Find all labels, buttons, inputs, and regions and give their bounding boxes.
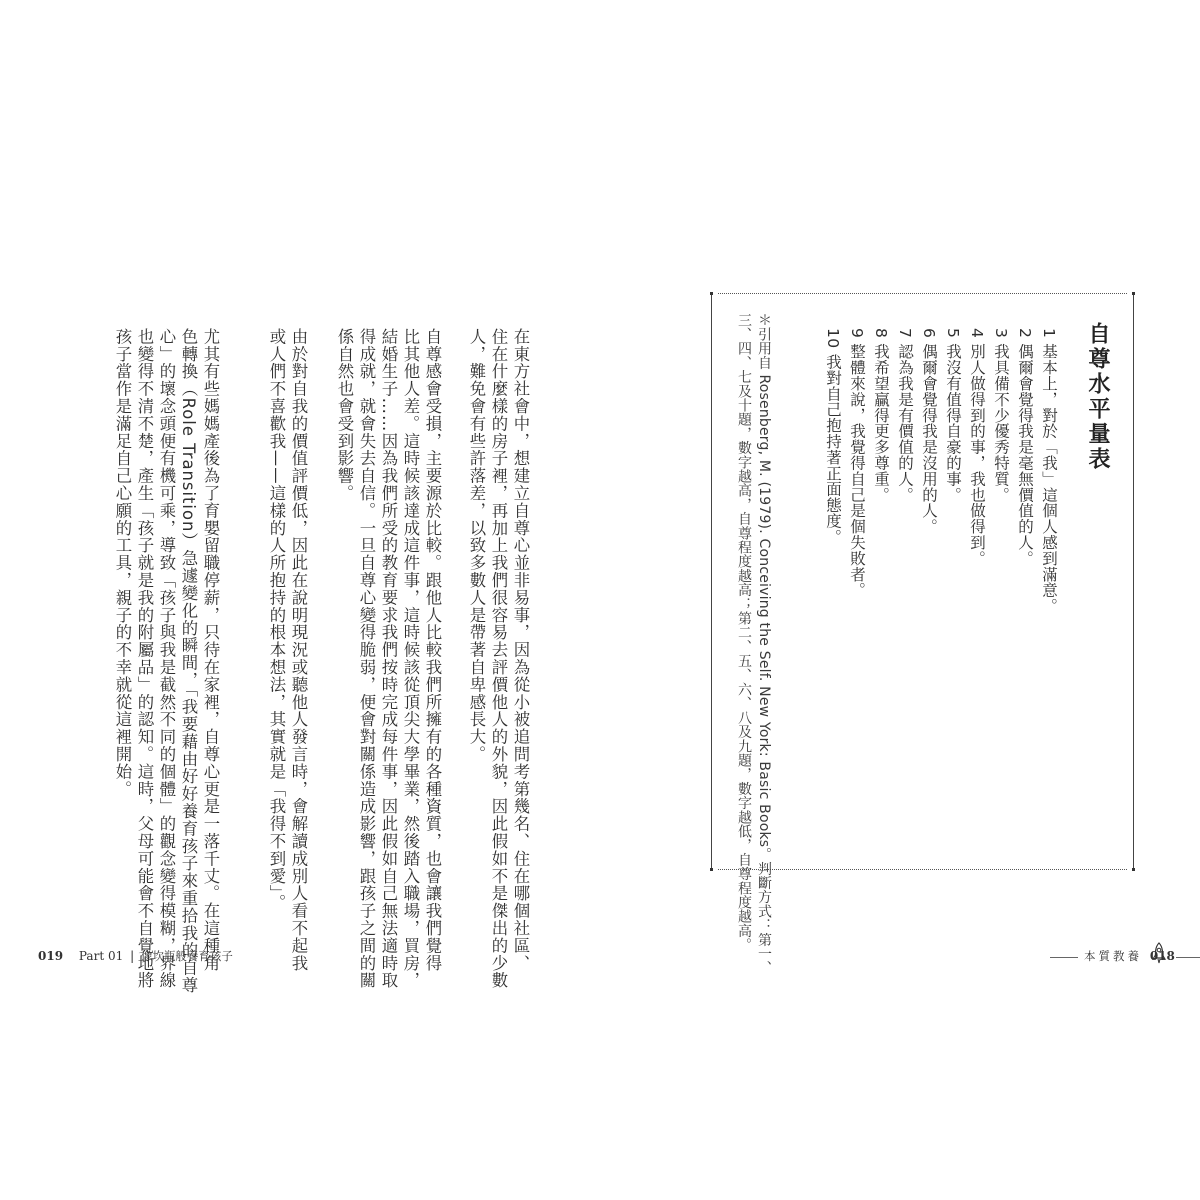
chapter-title: 像坎瓶般養育孩子 <box>140 949 233 963</box>
left-page-number: 019 <box>38 949 64 963</box>
book-title: 本質教養 <box>1084 949 1142 963</box>
footer-rule-left <box>1050 957 1078 958</box>
corner-dot <box>710 868 713 871</box>
scale-item <box>870 328 892 503</box>
body-column-3: 人，難免會有些許落差，以致多數人是帶著自卑感長大。 <box>467 328 486 763</box>
scale-item-text: 我沒有值得自豪的事。 <box>944 343 962 503</box>
body-column-8: 係自然也會受到影響。 <box>335 328 354 502</box>
body-column-10: 或人們不喜歡我——這樣的人所抱持的根本想法，其實就是「我得不到愛」。 <box>267 328 286 912</box>
scale-item-number: 8 <box>872 328 890 339</box>
corner-dot <box>710 292 713 295</box>
scale-item-number: 4 <box>968 328 986 339</box>
scale-box-top-border <box>718 293 1127 294</box>
body-column-15: 孩子當作是滿足自己心願的工具，親子的不幸就從這裡開始。 <box>113 328 132 798</box>
scale-item-number: 3 <box>992 328 1010 339</box>
scale-item-text: 偶爾會覺得我是毫無價值的人。 <box>1016 343 1034 567</box>
scale-item-text: 我希望贏得更多尊重。 <box>872 343 890 503</box>
scale-title: 自尊水平量表 <box>1085 322 1110 472</box>
scale-item-text: 我具備不少優秀特質。 <box>992 343 1010 503</box>
body-column-7: 得成就，就會失去自信。一旦自尊心變得脆弱，便會對關係造成影響，跟孩子之間的關 <box>357 328 376 990</box>
citation-note-line-2: 三、四、七及十題，數字越高，自尊程度越高；第二、五、六、八及九題，數字越低，自尊程度越高。 <box>736 313 752 952</box>
citation-note-line-1: ＊引用自 Rosenberg, M. (1979). Conceiving the Self. New York: Basic Books。判斷方式：第一、 <box>756 313 772 976</box>
scale-item-text: 基本上，對於「我」這個人感到滿意。 <box>1040 343 1058 614</box>
body-column-6: 結婚生子……因為我們所受的教育要求我們按時完成每件事，因此假如自己無法適時取 <box>379 328 398 990</box>
scale-item <box>918 328 940 534</box>
footer-separator: | <box>130 949 135 963</box>
scale-item-number: 1 <box>1040 328 1058 339</box>
scale-item-number: 5 <box>944 328 962 339</box>
scale-item <box>1038 328 1060 614</box>
scale-item-text: 認為我是有價值的人。 <box>896 343 914 503</box>
scale-box-bottom-border <box>718 869 1127 870</box>
scale-item-text: 整體來說，我覺得自己是個失敗者。 <box>848 343 866 598</box>
scale-item-number: 7 <box>896 328 914 339</box>
body-column-12: 色轉換（Role Transition）急遽變化的瞬間，「我要藉由好好養育孩子來重拾我的自尊 <box>179 328 198 994</box>
body-column-4: 自尊感會受損，主要源於比較。跟他人比較我們所擁有的各種資質，也會讓我們覺得 <box>423 328 442 972</box>
scale-item <box>966 328 988 566</box>
scale-item-text: 我對自己抱持著正面態度。 <box>824 353 842 545</box>
right-page-number: 018 <box>1149 949 1175 963</box>
scale-item-number: 10 <box>824 328 842 349</box>
body-column-1: 在東方社會中，想建立自尊心並非易事，因為從小被追問考第幾名、住在哪個社區、 <box>511 328 530 972</box>
part-label: Part 01 <box>78 949 124 963</box>
scale-item-text: 別人做得到的事，我也做得到。 <box>968 343 986 567</box>
body-column-2: 住在什麼樣的房子裡，再加上我們很容易去評價他人的外貌，因此假如不是傑出的少數 <box>489 328 508 990</box>
scale-item <box>942 328 964 503</box>
footer-rule-right <box>1176 957 1200 958</box>
body-column-9: 由於對自我的價值評價低，因此在說明現況或聽他人發言時，會解讀成別人看不起我 <box>289 328 308 972</box>
corner-dot <box>1132 292 1135 295</box>
body-column-11: 尤其有些媽媽產後為了育嬰留職停薪，只待在家裡，自尊心更是一落千丈。在這種角 <box>201 328 220 972</box>
scale-item-number: 9 <box>848 328 866 339</box>
scale-item <box>846 328 868 598</box>
scale-item-number: 2 <box>1016 328 1034 339</box>
scale-item <box>894 328 916 503</box>
corner-dot <box>1132 868 1135 871</box>
rocket-icon <box>1150 942 1168 964</box>
body-column-13: 心」的壞念頭便有機可乘，導致「孩子與我是截然不同的個體」的觀念變得模糊，界線 <box>157 328 176 990</box>
scale-item <box>990 328 1012 503</box>
scale-item <box>822 328 844 545</box>
scale-item-number: 6 <box>920 328 938 339</box>
scale-item <box>1014 328 1036 566</box>
body-column-5: 比其他人差。這時候該達成這件事，這時候該從頂尖大學畢業，然後踏入職場，買房， <box>401 328 420 990</box>
scale-item-text: 偶爾會覺得我是沒用的人。 <box>920 343 938 535</box>
body-column-14: 也變得不清不楚，產生「孩子就是我的附屬品」的認知。這時，父母可能會不自覺地將 <box>135 328 154 990</box>
left-footer <box>38 948 233 964</box>
